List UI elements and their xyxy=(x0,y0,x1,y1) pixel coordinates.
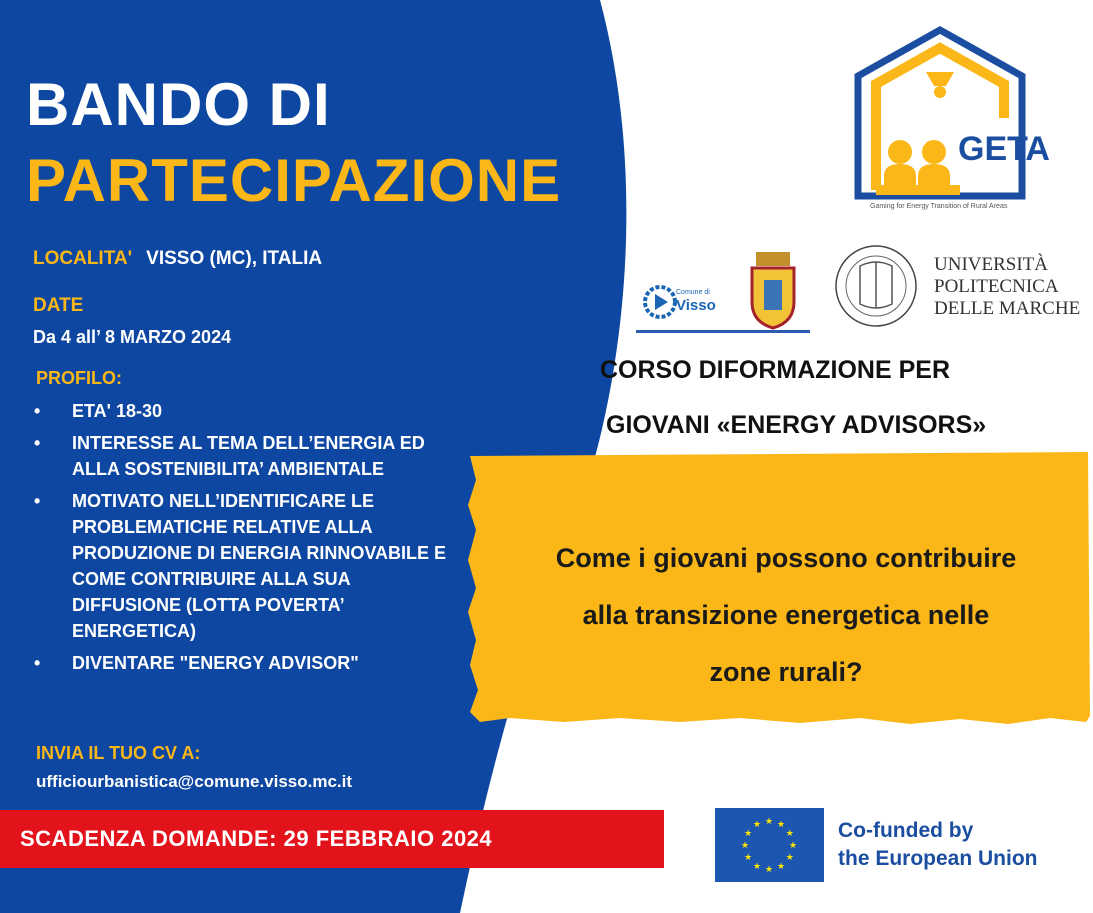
profile-item: • INTERESSE AL TEMA DELL’ENERGIA ED ALLA SOSTENIBILITA’ AMBIENTALE xyxy=(30,430,450,482)
eu-star: ★ xyxy=(764,864,774,874)
dates-label: DATE xyxy=(33,295,84,316)
univ-line1: UNIVERSITÀ xyxy=(934,254,1048,275)
profile-item: • DIVENTARE "ENERGY ADVISOR" xyxy=(30,650,450,676)
course-title-line2: GIOVANI «ENERGY ADVISORS» xyxy=(606,411,987,439)
cv-label: INVIA IL TUO CV A: xyxy=(36,743,201,763)
title-line2: PARTECIPAZIONE xyxy=(26,147,562,214)
univ-line3: DELLE MARCHE xyxy=(934,298,1081,319)
cv-email-link[interactable]: ufficiourbanistica@comune.visso.mc.it xyxy=(36,772,353,791)
visso-logo-mark xyxy=(645,287,675,317)
eu-star: ★ xyxy=(785,852,794,862)
eu-star: ★ xyxy=(764,816,774,826)
profile-item: • ETA' 18-30 xyxy=(30,398,450,424)
course-title-line1: CORSO DIFORMAZIONE PER xyxy=(600,356,951,384)
question-text xyxy=(486,530,1086,701)
title-line1: BANDO DI xyxy=(26,71,331,138)
visso-name: Visso xyxy=(676,297,716,314)
eu-star: ★ xyxy=(744,852,753,862)
eu-star: ★ xyxy=(776,819,786,830)
location-label: LOCALITA' xyxy=(33,248,133,269)
dates-value: Da 4 all’ 8 MARZO 2024 xyxy=(33,327,232,347)
question-line3: zone rurali? xyxy=(709,657,863,687)
eu-star: ★ xyxy=(776,860,786,871)
geta-logo xyxy=(858,30,1022,196)
eu-star: ★ xyxy=(752,860,762,871)
eu-star: ★ xyxy=(740,840,750,850)
location-value: VISSO (MC), ITALIA xyxy=(146,248,323,269)
eu-star: ★ xyxy=(785,828,794,838)
eu-line1: Co-funded by xyxy=(838,819,974,842)
university-name xyxy=(934,254,1080,320)
visso-small-label: Comune di xyxy=(676,289,710,296)
geta-tagline: Gaming for Energy Transition of Rural Areas xyxy=(870,203,1008,210)
profile-item: • MOTIVATO NELL’IDENTIFICARE LE PROBLEMATICHE RELATIVE ALLA PRODUZIONE DI ENERGIA RINNOVABILE E COME CONTRIBUIRE ALLA SUA DIFFUSIONE (LOTTA POVERTA’ ENERGETICA) xyxy=(30,488,450,644)
deadline-text: SCADENZA DOMANDE: 29 FEBBRAIO 2024 xyxy=(20,826,493,851)
university-seal xyxy=(836,246,916,326)
profile-list xyxy=(30,398,450,682)
univ-line2: POLITECNICA xyxy=(934,276,1059,297)
profile-label: PROFILO: xyxy=(36,368,122,388)
question-line2: alla transizione energetica nelle xyxy=(582,600,990,630)
question-line1: Come i giovani possono contribuire xyxy=(555,543,1017,573)
coat-of-arms xyxy=(752,252,794,328)
deadline-banner xyxy=(0,810,664,868)
eu-stars xyxy=(715,808,824,882)
eu-line2: the European Union xyxy=(838,847,1038,870)
location xyxy=(33,248,322,270)
eu-star: ★ xyxy=(752,819,762,830)
eu-star: ★ xyxy=(744,828,753,838)
geta-name: GETA xyxy=(958,130,1050,168)
eu-funding-text xyxy=(838,817,1038,873)
eu-star: ★ xyxy=(788,840,798,850)
